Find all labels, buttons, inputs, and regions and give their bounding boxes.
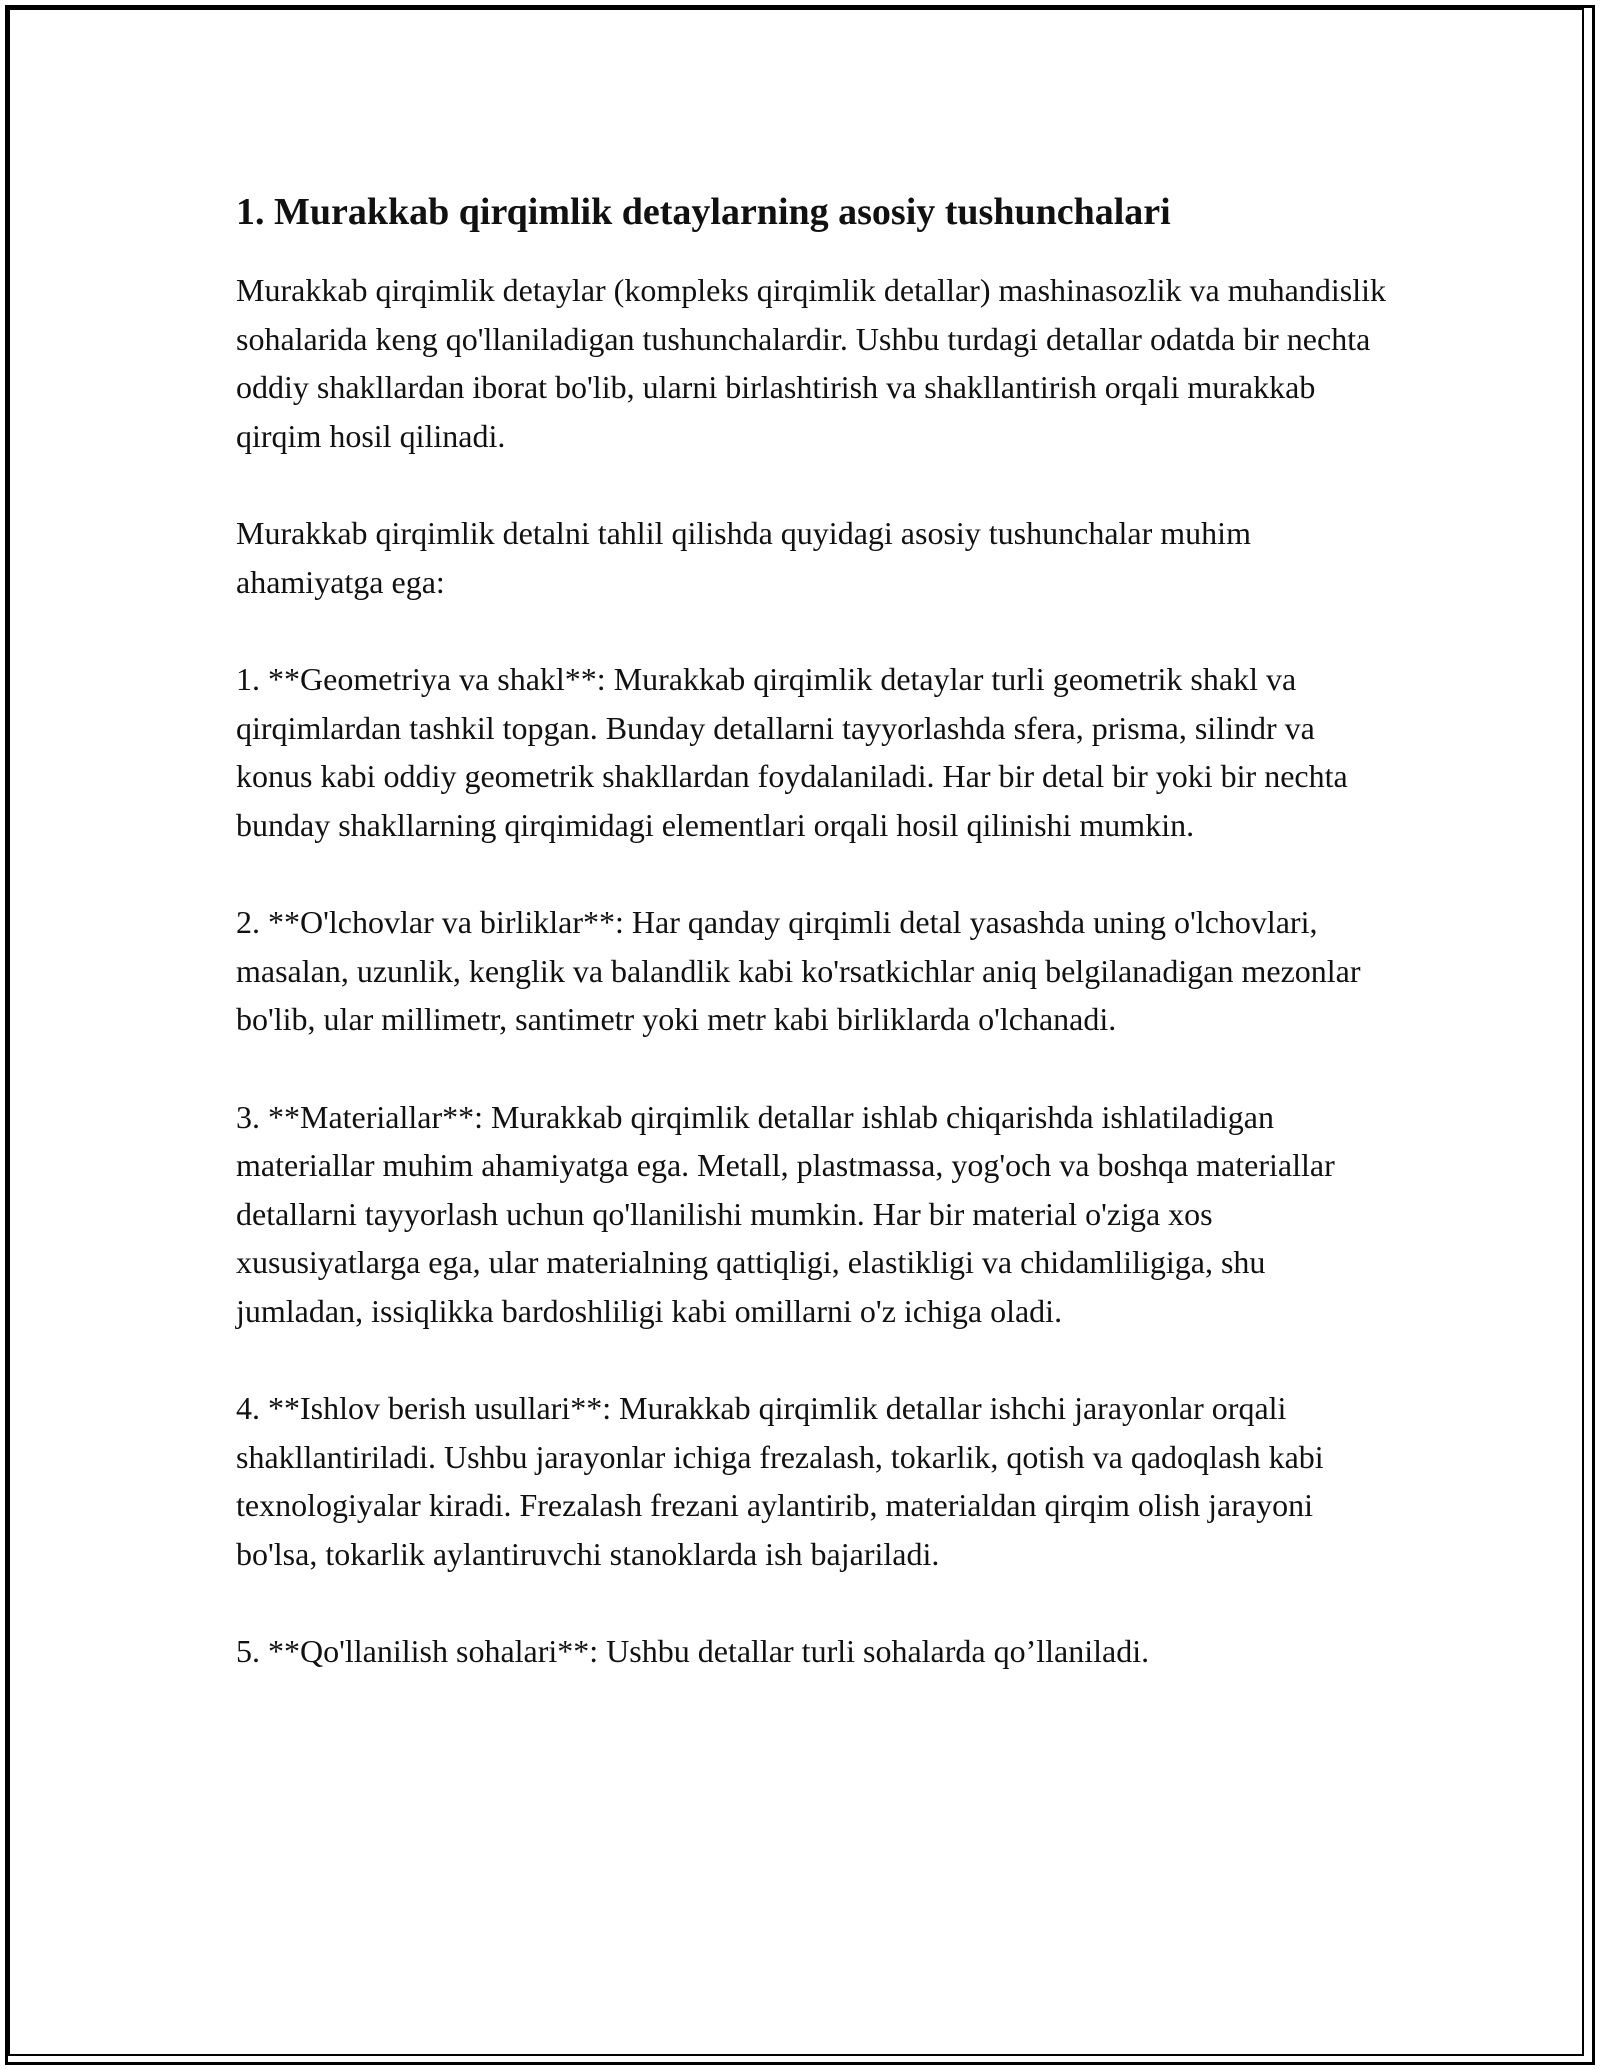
paragraph-intro: Murakkab qirqimlik detaylar (kompleks qirqimlik detallar) mashinasozlik va muhandislik sohalarida keng qo'llaniladigan tushunchalardir. Ushbu turdagi detallar odatda bir nechta oddiy shakllardan iborat bo'lib, ularni birlashtirish va shakllantirish orqali murakkab qirqim hosil qilinadi.: [236, 272, 1386, 454]
paragraph-item-processing-methods: 4. **Ishlov berish usullari**: Murakkab qirqimlik detallar ishchi jarayonlar orqali shakllantiriladi. Ushbu jarayonlar ichiga frezalash, tokarlik, qotish va qadoqlash kabi texnologiyalar kiradi. Frezalash frezani aylantirib, materialdan qirqim olish jarayoni bo'lsa, tokarlik aylantiruvchi stanoklarda ish bajariladi.: [236, 1390, 1324, 1572]
paragraph-item-measurements: 2. **O'lchovlar va birliklar**: Har qanday qirqimli detal yasashda uning o'lchovlari, masalan, uzunlik, kenglik va balandlik kabi ko'rsatkichlar aniq belgilanadigan mezonlar bo'lib, ular millimetr, santimetr yoki metr kabi birliklarda o'lchanadi.: [236, 904, 1361, 1037]
document-body: [236, 186, 1386, 1676]
paragraph-item-geometry: 1. **Geometriya va shakl**: Murakkab qirqimlik detaylar turli geometrik shakl va qirqimlardan tashkil topgan. Bunday detallarni tayyorlashda sfera, prisma, silindr va konus kabi oddiy geometrik shakllardan foydalaniladi. Har bir detal bir yoki bir nechta bunday shakllarning qirqimidagi elementlari orqali hosil qilinishi mumkin.: [236, 661, 1348, 843]
paragraph-lead-in: Murakkab qirqimlik detalni tahlil qilishda quyidagi asosiy tushunchalar muhim ahamiyatga ega:: [236, 515, 1251, 600]
paragraph-item-application-areas: 5. **Qo'llanilish sohalari**: Ushbu detallar turli sohalarda qo’llaniladi.: [236, 1633, 1150, 1669]
paragraph-item-materials: 3. **Materiallar**: Murakkab qirqimlik detallar ishlab chiqarishda ishlatiladigan materiallar muhim ahamiyatga ega. Metall, plastmassa, yog'och va boshqa materiallar detallarni tayyorlash uchun qo'llanilishi mumkin. Har bir material o'ziga xos xususiyatlarga ega, ular materialning qattiqligi, elastikligi va chidamliligiga, shu jumladan, issiqlikka bardoshliligi kabi omillarni o'z ichiga oladi.: [236, 1098, 1335, 1329]
document-title: 1. Murakkab qirqimlik detaylarning asosiy tushunchalari: [236, 191, 1171, 233]
